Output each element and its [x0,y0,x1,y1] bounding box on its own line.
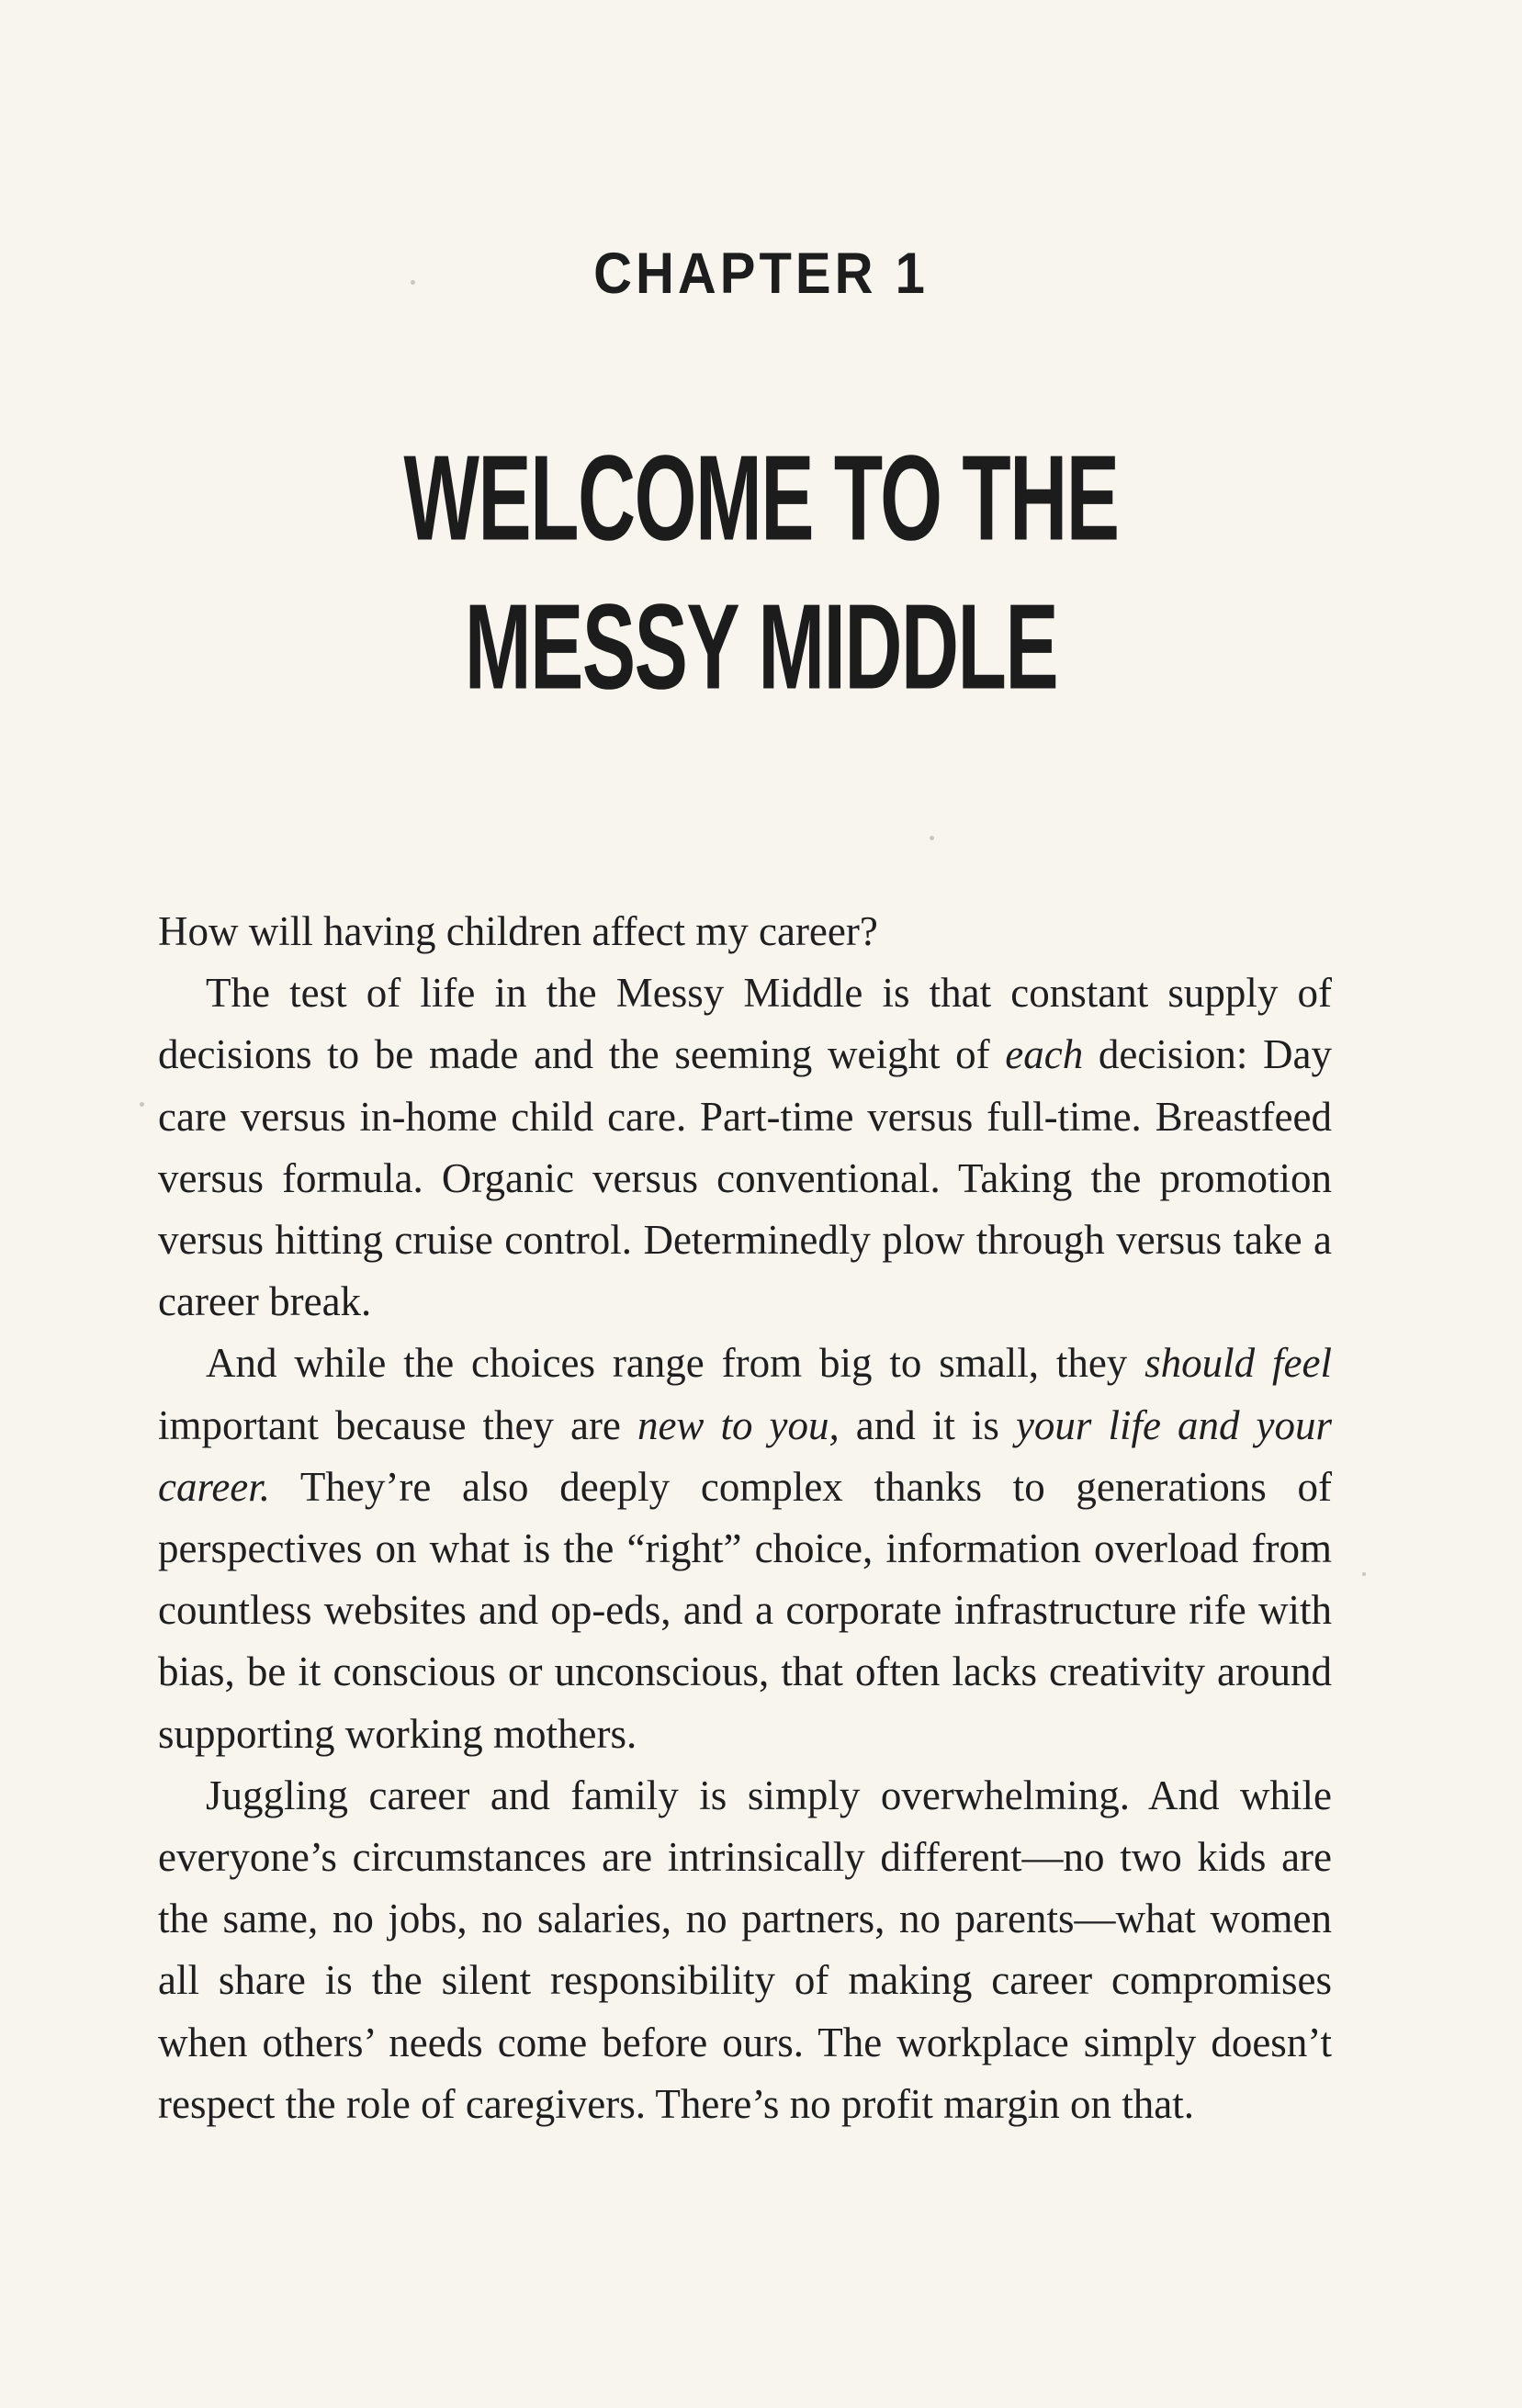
paper-speck [930,836,934,840]
emphasis-text: new to you, [637,1401,840,1448]
paper-speck [140,1102,144,1107]
chapter-title-line-2: MESSY MIDDLE [464,579,1058,715]
paper-speck [1362,1572,1366,1576]
paragraph-text: The test of life in the Messy Middle is that constant supply of decisions to be made and the seeming weight of [158,970,1332,1078]
paragraph-decisions [158,962,1332,1333]
emphasis-text: each [1005,1031,1084,1078]
paragraph-juggling: Juggling career and family is simply overwhelming. And while everyone’s circumstances are intrinsically different—no two kids are the same, no jobs, no salaries, no partners, no parents—what women all share is the silent responsibility of making career compromises when others’ needs come before ours. The workplace simply doesn’t respect the role of caregivers. There’s no profit margin on that. [158,1772,1332,2127]
chapter-title-line-1: WELCOME TO THE [403,430,1119,567]
chapter-title [0,415,1522,713]
emphasis-text: should feel [1144,1340,1333,1387]
body-text [158,901,1332,2135]
emphasis-text: your life and your career. [158,1401,1333,1510]
paragraph-text: and it is [839,1401,1016,1448]
paragraph-text: They’re also deeply complex thanks to generations of perspectives on what is the “right” choice, information overload from countless websites and op-eds, and a corporate infrastructure rife with bias, be it conscious or unconscious, that often lacks creativity around supporting working mothers. [158,1463,1332,1757]
paragraph-choices [158,1333,1332,1764]
paragraph-text: decision: Day care versus in-home child care. Part-time versus full-time. Breastfeed versus formula. Organic versus conventional. Taking the promotion versus hitting cruise control. Determinedly plow through versus take a career break. [158,1031,1333,1325]
paragraph-text: important because they are [158,1401,637,1448]
paragraph-question: How will having children affect my career? [158,908,878,954]
chapter-label: CHAPTER 1 [593,242,929,307]
paragraph-text: And while the choices range from big to small, they [206,1340,1145,1387]
